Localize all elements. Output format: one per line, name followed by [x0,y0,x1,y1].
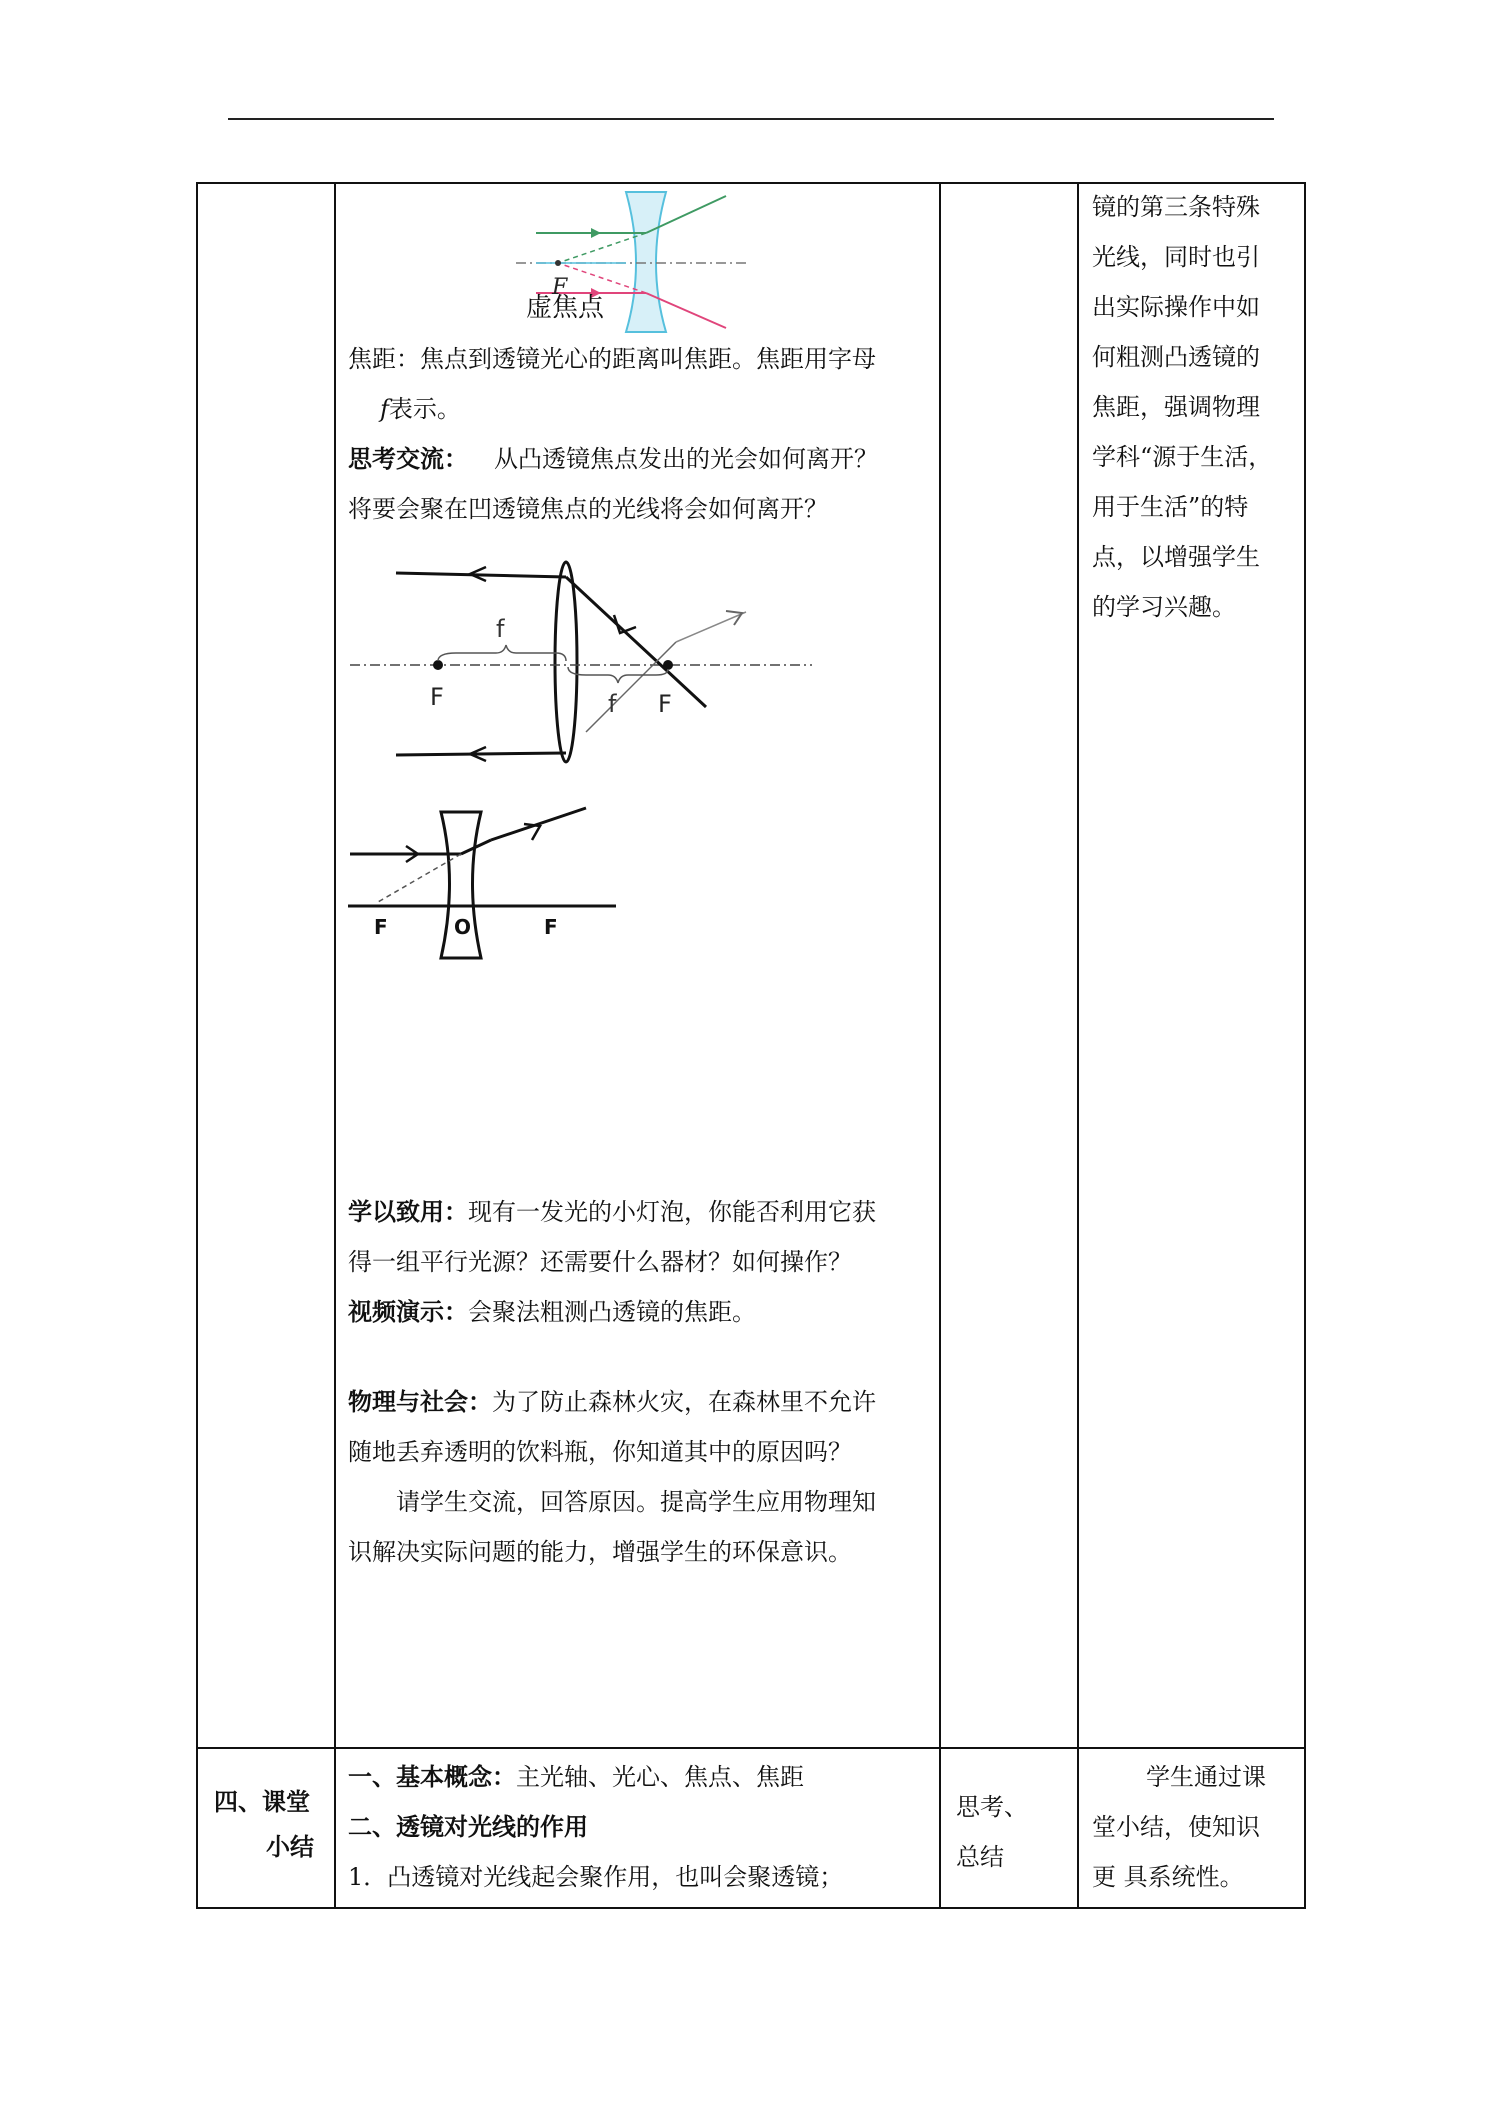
refracted-ray-2 [491,808,586,840]
concave-lens-shape [626,192,666,332]
summary-purpose-line-2: 堂小结，使知识 [1092,1813,1260,1841]
design-purpose-text [1092,182,1297,632]
focal-length-definition: 焦距：焦点到透镜光心的距离叫焦距。焦距用字母 [348,345,876,373]
f-letter: f [380,395,389,423]
section-label-1: 四、课堂 [214,1787,310,1816]
purpose-line: 镜的第三条特殊 [1092,193,1260,221]
f-top-label: f [496,615,505,643]
activity-line-1: 思考、 [956,1793,1028,1821]
virtual-focus-F: F [552,275,568,300]
purpose-line: 光线，同时也引 [1092,243,1260,271]
focal-brace-left [438,645,566,661]
F-left-label: F [430,683,444,711]
F-right-label: F [658,690,672,718]
society-title: 物理与社会： [348,1387,492,1416]
think-discuss [348,434,938,484]
f-representation [380,384,461,434]
society-section [348,1377,938,1427]
purpose-line: 何粗测凸透镜的 [1092,343,1260,371]
f-suffix: 表示。 [388,395,461,423]
video-text: 会聚法粗测凸透镜的焦距。 [468,1298,756,1326]
summary-item-1 [348,1752,938,1802]
table-border-left [196,182,198,1909]
bottom-parallel-ray [396,753,566,755]
lesson-table [196,182,1306,1909]
society-text-line2: 随地丢弃透明的饮料瓶，你知道其中的原因吗？ [348,1438,852,1466]
diagonal-ray [566,577,706,707]
apply-text: 现有一发光的小灯泡，你能否利用它获 [468,1198,876,1226]
secondary-ray-arrow [726,611,742,625]
column-divider-2 [939,182,941,1909]
society-text: 为了防止森林火灾，在森林里不允许 [492,1388,876,1416]
item1-title: 一、基本概念： [348,1762,516,1791]
video-title: 视频演示： [348,1297,468,1326]
purpose-line: 点，以增强学生 [1092,543,1260,571]
purpose-line: 焦距，强调物理 [1092,393,1260,421]
video-section [348,1287,938,1337]
table-border-right [1304,182,1306,1909]
convex-lens-shape [555,562,577,762]
purpose-line: 学科“源于生活， [1092,443,1273,471]
secondary-ray-out [676,612,746,642]
focus-point-left [433,660,443,670]
top-parallel-ray [396,573,566,577]
apply-text-line2: 得一组平行光源？还需要什么器材？如何操作？ [348,1248,852,1276]
green-ray-virtual [558,233,646,263]
table-border-bottom [196,1907,1306,1909]
apply-section [348,1187,938,1237]
F-right-label: F [544,915,558,939]
discuss-text-line2: 识解决实际问题的能力，增强学生的环保意识。 [348,1538,852,1566]
header-rule [228,118,1274,120]
purpose-line: 出实际操作中如 [1092,293,1260,321]
summary-item-3: 1．凸透镜对光线起会聚作用，也叫会聚透镜； [348,1863,844,1891]
O-label: O [454,915,472,939]
F-left-label: F [374,915,388,939]
item1-text: 主光轴、光心、焦点、焦距 [516,1763,804,1791]
column-divider-1 [334,182,336,1909]
virtual-focus-point [555,260,561,266]
summary-purpose-line-1: 学生通过课 [1146,1763,1266,1791]
purpose-line: 用于生活”的特 [1092,493,1249,521]
pink-ray-virtual [558,263,646,293]
focal-brace-right [568,667,668,683]
think-text: 从凸透镜焦点发出的光会如何离开？ [494,445,878,473]
summary-purpose-line-3: 更 具系统性。 [1092,1863,1244,1891]
secondary-ray [586,642,676,732]
row-divider [196,1747,1306,1749]
apply-title: 学以致用： [348,1197,468,1226]
concave-lens-figure [346,800,616,970]
virtual-focus-label: 虚焦点 [526,293,605,323]
activity-line-2: 总结 [956,1843,1004,1871]
think-title: 思考交流： [348,444,468,473]
column-divider-3 [1077,182,1079,1909]
summary-item-2: 二、透镜对光线的作用 [348,1812,588,1841]
f-mid-label: f [608,690,617,718]
diagonal-ray-arrow [614,615,636,633]
discuss-text: 请学生交流，回答原因。提高学生应用物理知 [396,1488,876,1516]
purpose-line: 的学习兴趣。 [1092,593,1236,621]
focus-point-right [663,660,673,670]
green-arrowhead [591,228,601,238]
think-text-line2: 将要会聚在凹透镜焦点的光线将会如何离开？ [348,495,828,523]
section-label-2: 小结 [266,1832,314,1861]
convex-lens-figure [346,557,816,767]
